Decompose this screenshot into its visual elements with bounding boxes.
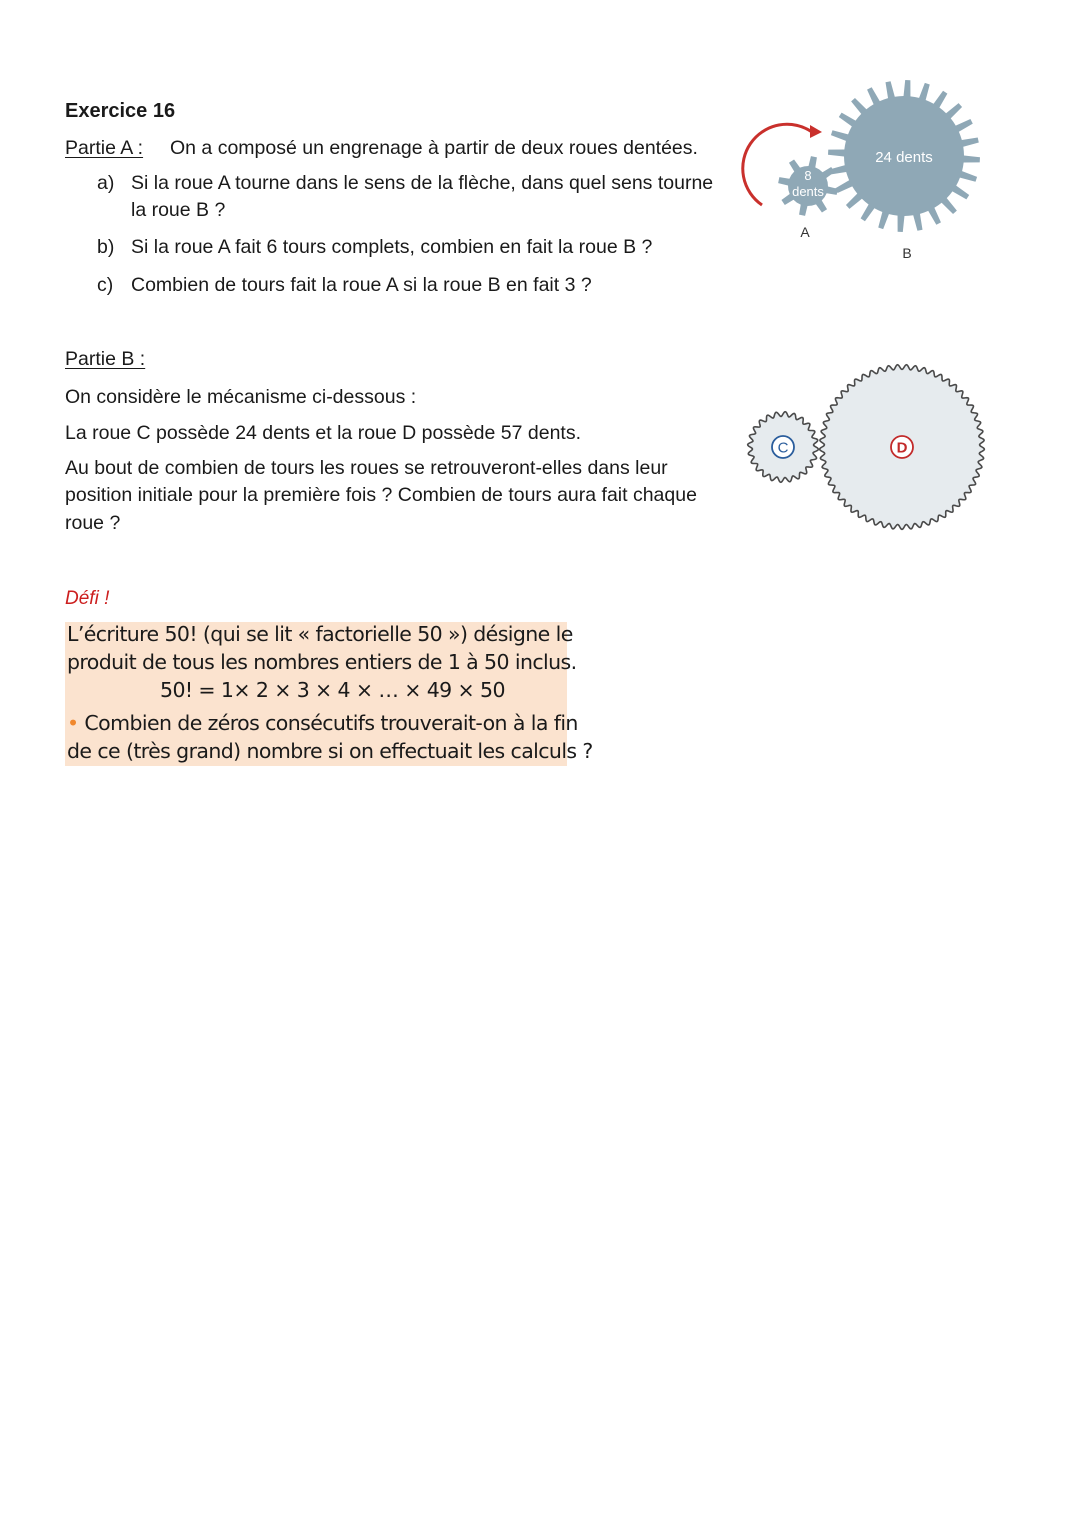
- part-b-line: La roue C possède 24 dents et la roue D possède 57 dents.: [65, 422, 582, 444]
- part-b-line: position initiale pour la première fois ? Combien de tours aura fait chaque: [65, 484, 697, 506]
- part-b-heading: Partie B :: [65, 348, 146, 370]
- gear-figure-cd: [740, 350, 1000, 545]
- question-label: c): [97, 274, 114, 296]
- gear-b-name: B: [902, 245, 912, 261]
- question-text: Si la roue A fait 6 tours complets, combien en fait la roue B ?: [131, 236, 653, 258]
- defi-line: L’écriture 50! (qui se lit « factorielle 50 ») désigne le: [67, 622, 573, 646]
- gear-figure-ab: [740, 70, 1000, 270]
- defi-line: produit de tous les nombres entiers de 1 à 50 inclus.: [67, 650, 577, 674]
- bullet-icon: •: [67, 711, 79, 735]
- defi-box: [65, 622, 593, 766]
- question-label: a): [97, 172, 115, 194]
- defi-formula: 50! = 1× 2 × 3 × 4 × … × 49 × 50: [160, 678, 505, 702]
- defi-label: Défi !: [65, 588, 110, 609]
- part-a-intro: On a composé un engrenage à partir de deux roues dentées.: [170, 137, 698, 159]
- question-text: Si la roue A tourne dans le sens de la flèche, dans quel sens tourne: [131, 172, 714, 194]
- gear-a-teeth-word: dents: [792, 184, 824, 199]
- part-a-questions: [97, 170, 747, 300]
- question-text: Combien de tours fait la roue A si la roue B en fait 3 ?: [131, 274, 592, 296]
- defi-question-line: [67, 711, 578, 735]
- part-b-line: On considère le mécanisme ci-dessous :: [65, 386, 417, 408]
- question-label: b): [97, 236, 115, 258]
- part-a-heading: Partie A :: [65, 137, 144, 159]
- gear-a-teeth-number: 8: [804, 168, 812, 183]
- part-b-line: roue ?: [65, 512, 121, 534]
- arrow-head-icon: [810, 125, 822, 138]
- question-text: la roue B ?: [131, 199, 226, 221]
- gear-a-name: A: [800, 224, 810, 240]
- gear-b-teeth-label: 24 dents: [875, 149, 933, 166]
- gear-d-label: D: [896, 439, 908, 457]
- gear-c-label: C: [777, 439, 789, 457]
- part-b-line: Au bout de combien de tours les roues se retrouveront-elles dans leur: [65, 457, 668, 479]
- exercise-title: Exercice 16: [65, 100, 176, 122]
- defi-question-text: Combien de zéros consécutifs trouverait-on à la fin: [84, 711, 578, 735]
- defi-question-line: de ce (très grand) nombre si on effectuait les calculs ?: [67, 739, 593, 763]
